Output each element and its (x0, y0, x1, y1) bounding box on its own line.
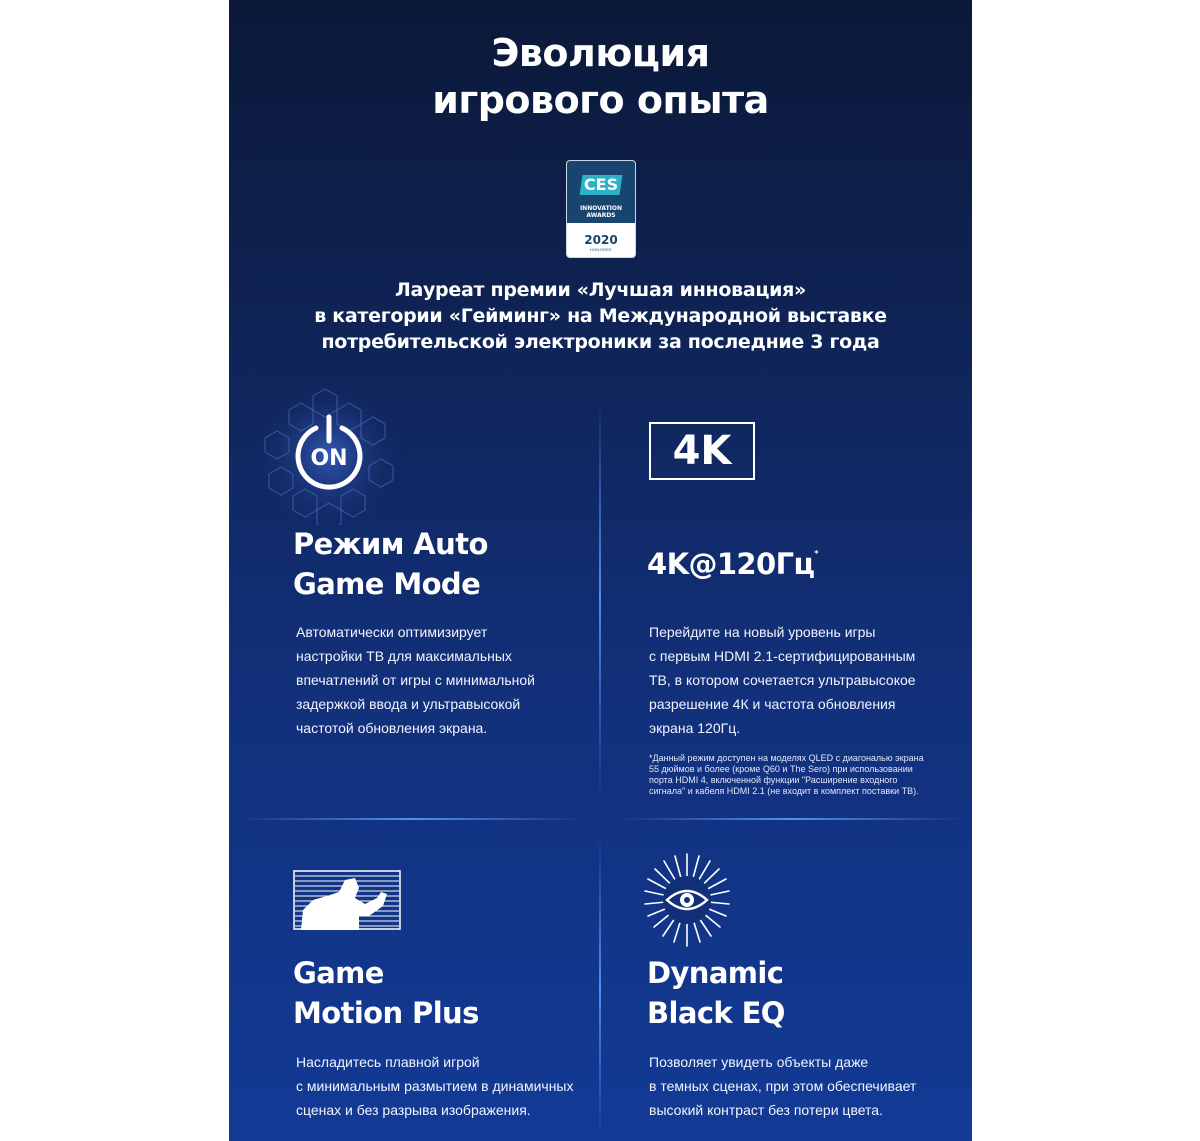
badge-year: 2020 (584, 233, 618, 247)
feature-title-motion-line-2: Motion Plus (293, 996, 479, 1030)
feature-desc-line: Перейдите на новый уровень игры (649, 624, 876, 640)
feature-desc-line: Насладитесь плавной игрой (296, 1054, 480, 1070)
feature-desc-line: Позволяет увидеть объекты даже (649, 1054, 869, 1070)
badge-innovation-text (567, 205, 635, 219)
vertical-divider-bottom (599, 835, 601, 1141)
footnote-4k (649, 753, 959, 797)
feature-title-motion-line-1: Game (293, 956, 384, 990)
feature-desc-line: Автоматически оптимизирует (296, 624, 488, 640)
footnote-line: сигнала" и кабеля HDMI 2.1 (не входит в комплект поставки ТВ). (649, 786, 919, 796)
feature-desc-line: частотой обновления экрана. (296, 720, 488, 736)
footnote-line: *Данный режим доступен на моделях QLED с диагональю экрана (649, 753, 924, 763)
award-line-1: Лауреат премии «Лучшая инновация» (394, 279, 807, 301)
feature-desc-line: настройки ТВ для максимальных (296, 648, 512, 664)
feature-title-black-eq-line-1: Dynamic (647, 956, 784, 990)
feature-title-black-eq-line-2: Black EQ (647, 996, 785, 1030)
footnote-line: 55 дюймов и более (кроме Q60 и The Sero) при использовании (649, 764, 913, 774)
feature-title-auto-game-line-2: Game Mode (293, 567, 481, 601)
vertical-divider-top (599, 395, 601, 800)
4k-badge-icon: 4K (649, 422, 755, 480)
feature-title-4k (647, 544, 818, 584)
feature-desc-line: с первым HDMI 2.1-сертифицированным (649, 648, 916, 664)
feature-title-auto-game (293, 524, 488, 604)
badge-innovation-line-2: AWARDS (586, 212, 616, 219)
feature-desc-motion (296, 1050, 596, 1122)
feature-desc-black-eq (649, 1050, 949, 1122)
feature-title-black-eq (647, 953, 785, 1033)
feature-desc-line: в темных сценах, при этом обеспечивает (649, 1078, 917, 1094)
promo-panel (229, 0, 972, 1141)
footnote-marker: * (814, 549, 818, 558)
feature-desc-line: с минимальным размытием в динамичных (296, 1078, 574, 1094)
badge-ces-text: CES (583, 175, 619, 194)
feature-title-auto-game-line-1: Режим Auto (293, 527, 488, 561)
award-line-3: потребительской электроники за последние 3 года (321, 331, 880, 353)
feature-desc-4k (649, 620, 949, 740)
power-on-icon-label: ON (310, 446, 348, 471)
feature-desc-line: разрешение 4К и частота обновления (649, 696, 896, 712)
badge-honoree: HONOREE (589, 247, 613, 252)
footnote-line: порта HDMI 4, включенной функции "Расширение входного (649, 775, 898, 785)
feature-desc-line: экрана 120Гц. (649, 720, 741, 736)
horizontal-divider-left (239, 818, 584, 820)
motion-runner-icon (293, 870, 403, 930)
feature-title-4k-text: 4K@120Гц (647, 547, 815, 581)
feature-desc-line: впечатлений от игры с минимальной (296, 672, 535, 688)
page-title-line-2: игрового опыта (432, 78, 769, 122)
horizontal-divider-right (619, 818, 964, 820)
feature-desc-line: сценах и без разрыва изображения. (296, 1102, 531, 1118)
feature-desc-line: высокий контраст без потери цвета. (649, 1102, 883, 1118)
power-on-icon (249, 385, 409, 525)
page-title-line-1: Эволюция (491, 31, 710, 75)
feature-desc-auto-game (296, 620, 586, 740)
eye-burst-icon (643, 852, 731, 948)
award-line-2: в категории «Гейминг» на Международной выставке (314, 305, 887, 327)
feature-title-motion (293, 953, 479, 1033)
ces-award-badge (567, 161, 635, 257)
feature-desc-line: задержкой ввода и ультравысокой (296, 696, 521, 712)
feature-desc-line: ТВ, в котором сочетается ультравысокое (649, 672, 916, 688)
badge-innovation-line-1: INNOVATION (579, 205, 623, 212)
